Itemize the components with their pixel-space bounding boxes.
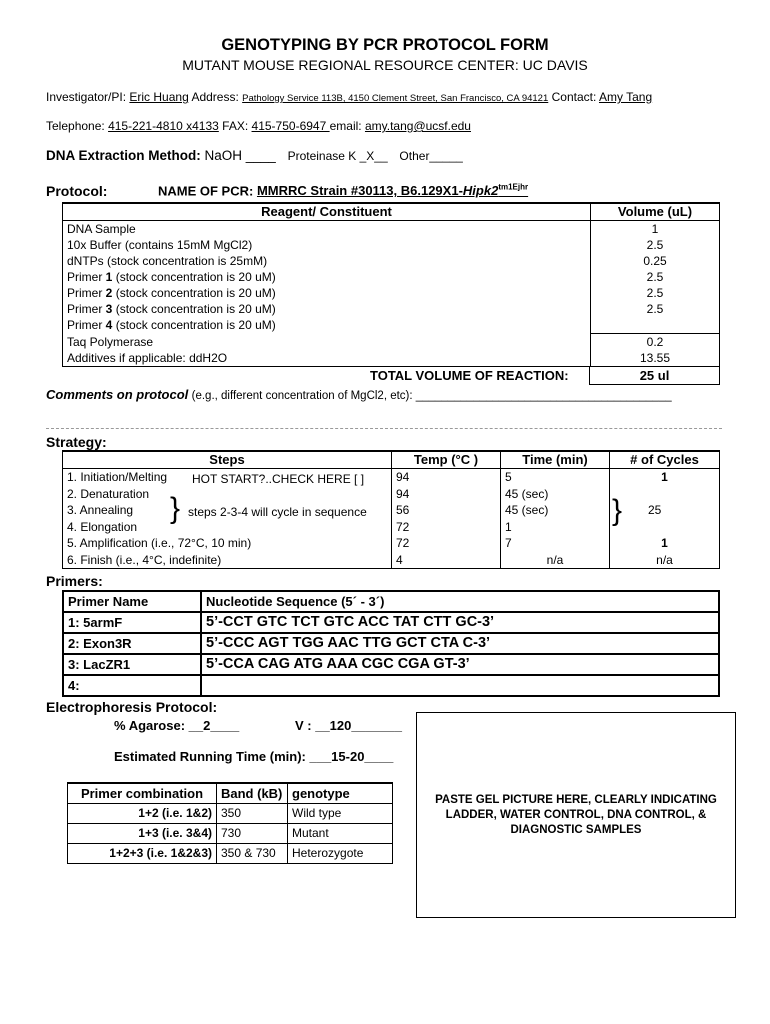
primers-label: Primers: (46, 573, 103, 589)
reagent-name (63, 237, 591, 253)
investigator-label: Investigator/PI: (46, 90, 127, 104)
primer-sequence (201, 675, 719, 696)
strategy-row (63, 535, 720, 552)
step-cell: 2. Denaturation (63, 486, 392, 503)
agarose-field: % Agarose: __2____ (114, 718, 240, 733)
primer-row (63, 633, 719, 654)
primer-number: 1 (105, 270, 113, 284)
cycles-cell (610, 486, 720, 503)
electrophoresis-label: Electrophoresis Protocol: (46, 699, 218, 715)
time-cell: 7 (501, 535, 610, 552)
temp-cell: 72 (392, 535, 501, 552)
reagent-detail: (stock concentration is 20 uM) (112, 302, 276, 316)
total-volume-value: 25 ul (589, 366, 720, 385)
step-cell: 6. Finish (i.e., 4°C, indefinite) (63, 552, 392, 569)
band-row (68, 844, 393, 864)
naoh-option: NaOH ____ (204, 148, 276, 163)
reagent-detail: (stock concentration is 20 uM) (112, 286, 276, 300)
reagent-name (63, 285, 591, 301)
band-row (68, 824, 393, 844)
cycles-cell: 25 (610, 502, 720, 519)
time-cell: 45 (sec) (501, 502, 610, 519)
cycles-cell (610, 519, 720, 536)
running-time-field: Estimated Running Time (min): ___15-20____ (114, 749, 394, 764)
pcr-name-value: MMRRC Strain #30113, $B6.129X1-Hipk2^{tm1Ejhr}$ (256, 183, 529, 199)
reagent-text: Taq Polymerase (67, 334, 154, 349)
primer-number: 3 (105, 302, 113, 316)
reagent-row (63, 237, 720, 253)
contact-label: Contact: (551, 90, 597, 104)
primer-name: 1: 5armF (63, 612, 201, 633)
genotype-cell: Wild type (288, 804, 393, 824)
band-row (68, 804, 393, 824)
reagent-volume: 13.55 (591, 350, 720, 367)
reagent-name (63, 334, 591, 351)
primer-name: 2: Exon3R (63, 633, 201, 654)
primer-sequence: 5’-CCT GTC TCT GTC ACC TAT CTT GC-3’ (201, 612, 719, 633)
combo-cell: 1+2+3 (i.e. 1&2&3) (68, 844, 217, 864)
cycles-brace: } (612, 494, 623, 527)
step-cell: 1. Initiation/Melting (63, 469, 392, 486)
temp-cell: 94 (392, 469, 501, 486)
address-value: Pathology Service 113B, 4150 Clement Street, San Francisco, CA 94121 (242, 93, 549, 104)
contact-value: Amy Tang (598, 90, 653, 104)
other-option: Other_____ (399, 149, 463, 163)
email-value: amy.tang@ucsf.edu (364, 119, 471, 133)
reagent-name (63, 350, 591, 367)
reagent-name (63, 317, 591, 334)
reagent-row (63, 350, 720, 367)
temp-cell: 72 (392, 519, 501, 536)
primer-row (63, 675, 719, 696)
pcr-name-line (158, 183, 528, 198)
primer-sequence: 5’-CCA CAG ATG AAA CGC CGA GT-3’ (201, 654, 719, 675)
reagent-row (63, 301, 720, 317)
genotype-header: genotype (288, 783, 393, 804)
total-volume-label: TOTAL VOLUME OF REACTION: (370, 368, 569, 383)
primer-number: 2 (105, 286, 113, 300)
cycles-cell: 1 (610, 469, 720, 486)
primer-row (63, 654, 719, 675)
reagent-row (63, 285, 720, 301)
telephone-value: 415-221-4810 x4133 (108, 119, 219, 133)
page-title: GENOTYPING BY PCR PROTOCOL FORM (221, 36, 549, 54)
cycles-cell: n/a (610, 552, 720, 569)
reagent-volume: 2.5 (591, 269, 720, 285)
hot-start-note: HOT START?..CHECK HERE [ ] (192, 472, 365, 486)
step-cell: 4. Elongation (63, 519, 392, 536)
primers-table (62, 590, 720, 697)
combo-cell: 1+2 (i.e. 1&2) (68, 804, 217, 824)
address-label: Address: (191, 90, 239, 104)
combo-header: Primer combination (68, 783, 217, 804)
comments-text: (e.g., different concentration of MgCl2, etc): ________________________________________ (191, 390, 672, 402)
primer-name-header: Primer Name (63, 591, 201, 612)
reagent-text: 10x Buffer (contains 15mM MgCl2) (67, 238, 253, 252)
pcr-name-label: NAME OF PCR: (158, 183, 254, 199)
primer-name: 4: (63, 675, 201, 696)
reagent-text: Primer (67, 302, 106, 316)
comments-label: Comments on protocol (46, 387, 189, 402)
telephone-label: Telephone: (46, 119, 105, 133)
strategy-label: Strategy: (46, 434, 107, 450)
reagent-text: DNA Sample (67, 222, 136, 236)
band-header: Band (kB) (217, 783, 288, 804)
email-label: email: (329, 119, 362, 133)
voltage-field: V : __120_______ (295, 718, 402, 733)
reagent-header: Reagent/ Constituent (63, 203, 591, 221)
gel-picture-box (416, 712, 736, 918)
cycle-note: steps 2-3-4 will cycle in sequence (188, 505, 367, 519)
reagent-volume: 2.5 (591, 301, 720, 317)
temp-header: Temp (°C ) (392, 451, 501, 469)
strategy-row (63, 552, 720, 569)
volume-header: Volume (uL) (591, 203, 720, 221)
time-cell: 1 (501, 519, 610, 536)
reagent-row (63, 221, 720, 238)
reagent-table (62, 202, 720, 367)
time-cell: 5 (501, 469, 610, 486)
primer-row (63, 612, 719, 633)
cycles-cell: 1 (610, 535, 720, 552)
strategy-row (63, 469, 720, 486)
page-subtitle: MUTANT MOUSE REGIONAL RESOURCE CENTER: UC DAVIS (182, 57, 588, 73)
reagent-text: Primer (67, 318, 106, 332)
reagent-row (63, 253, 720, 269)
reagent-detail: (stock concentration is 20 uM) (112, 318, 276, 332)
time-cell: n/a (501, 552, 610, 569)
fax-value: 415-750-6947 (251, 119, 330, 133)
band-cell: 730 (217, 824, 288, 844)
step-cell: 3. Annealing (63, 502, 392, 519)
protocol-label: Protocol: (46, 183, 108, 199)
step-cell: 5. Amplification (i.e., 72°C, 10 min) (63, 535, 392, 552)
investigator-line (46, 90, 652, 104)
reagent-text: Primer (67, 270, 106, 284)
proteinase-option: Proteinase K _X__ (287, 149, 388, 163)
reagent-volume: 0.25 (591, 253, 720, 269)
reagent-row (63, 334, 720, 351)
primer-seq-header: Nucleotide Sequence (5´ - 3´) (201, 591, 719, 612)
steps-brace: } (170, 492, 181, 525)
section-divider (46, 428, 722, 429)
fax-label: FAX: (222, 119, 249, 133)
steps-header: Steps (63, 451, 392, 469)
reagent-detail: (stock concentration is 20 uM) (112, 270, 276, 284)
reagent-volume: 0.2 (591, 334, 720, 351)
reagent-row (63, 317, 720, 334)
pcr-allele: tm1Ejhr (498, 183, 529, 192)
gel-box-instructions: PASTE GEL PICTURE HERE, CLEARLY INDICATING LADDER, WATER CONTROL, DNA CONTROL, & DIAGNOSTIC SAMPLES (435, 794, 717, 836)
temp-cell: 94 (392, 486, 501, 503)
genotype-cell: Mutant (288, 824, 393, 844)
reagent-volume: 2.5 (591, 285, 720, 301)
primer-name: 3: LacZR1 (63, 654, 201, 675)
dna-extraction-label: DNA Extraction Method: (46, 148, 201, 163)
reagent-row (63, 269, 720, 285)
investigator-name: Eric Huang (129, 90, 189, 104)
primer-sequence: 5’-CCC AGT TGG AAC TTG GCT CTA C-3’ (201, 633, 719, 654)
reagent-volume (591, 317, 720, 334)
reagent-text: Additives if applicable: ddH2O (67, 351, 228, 365)
temp-cell: 56 (392, 502, 501, 519)
reagent-volume: 1 (591, 221, 720, 238)
combo-cell: 1+3 (i.e. 3&4) (68, 824, 217, 844)
comments-line (46, 387, 672, 402)
reagent-volume: 2.5 (591, 237, 720, 253)
cycles-header: # of Cycles (610, 451, 720, 469)
time-header: Time (min) (501, 451, 610, 469)
temp-cell: 4 (392, 552, 501, 569)
reagent-name (63, 221, 591, 238)
reagent-text: Primer (67, 286, 106, 300)
reagent-name (63, 269, 591, 285)
reagent-name (63, 253, 591, 269)
pcr-gene: Hipk2 (462, 183, 499, 199)
reagent-text: dNTPs (stock concentration is 25mM) (67, 254, 268, 268)
time-cell: 45 (sec) (501, 486, 610, 503)
genotype-cell: Heterozygote (288, 844, 393, 864)
phone-line (46, 119, 471, 133)
primer-number: 4 (105, 318, 113, 332)
band-cell: 350 (217, 804, 288, 824)
reagent-name (63, 301, 591, 317)
band-table (67, 782, 393, 864)
dna-extraction-line (46, 148, 463, 163)
band-cell: 350 & 730 (217, 844, 288, 864)
